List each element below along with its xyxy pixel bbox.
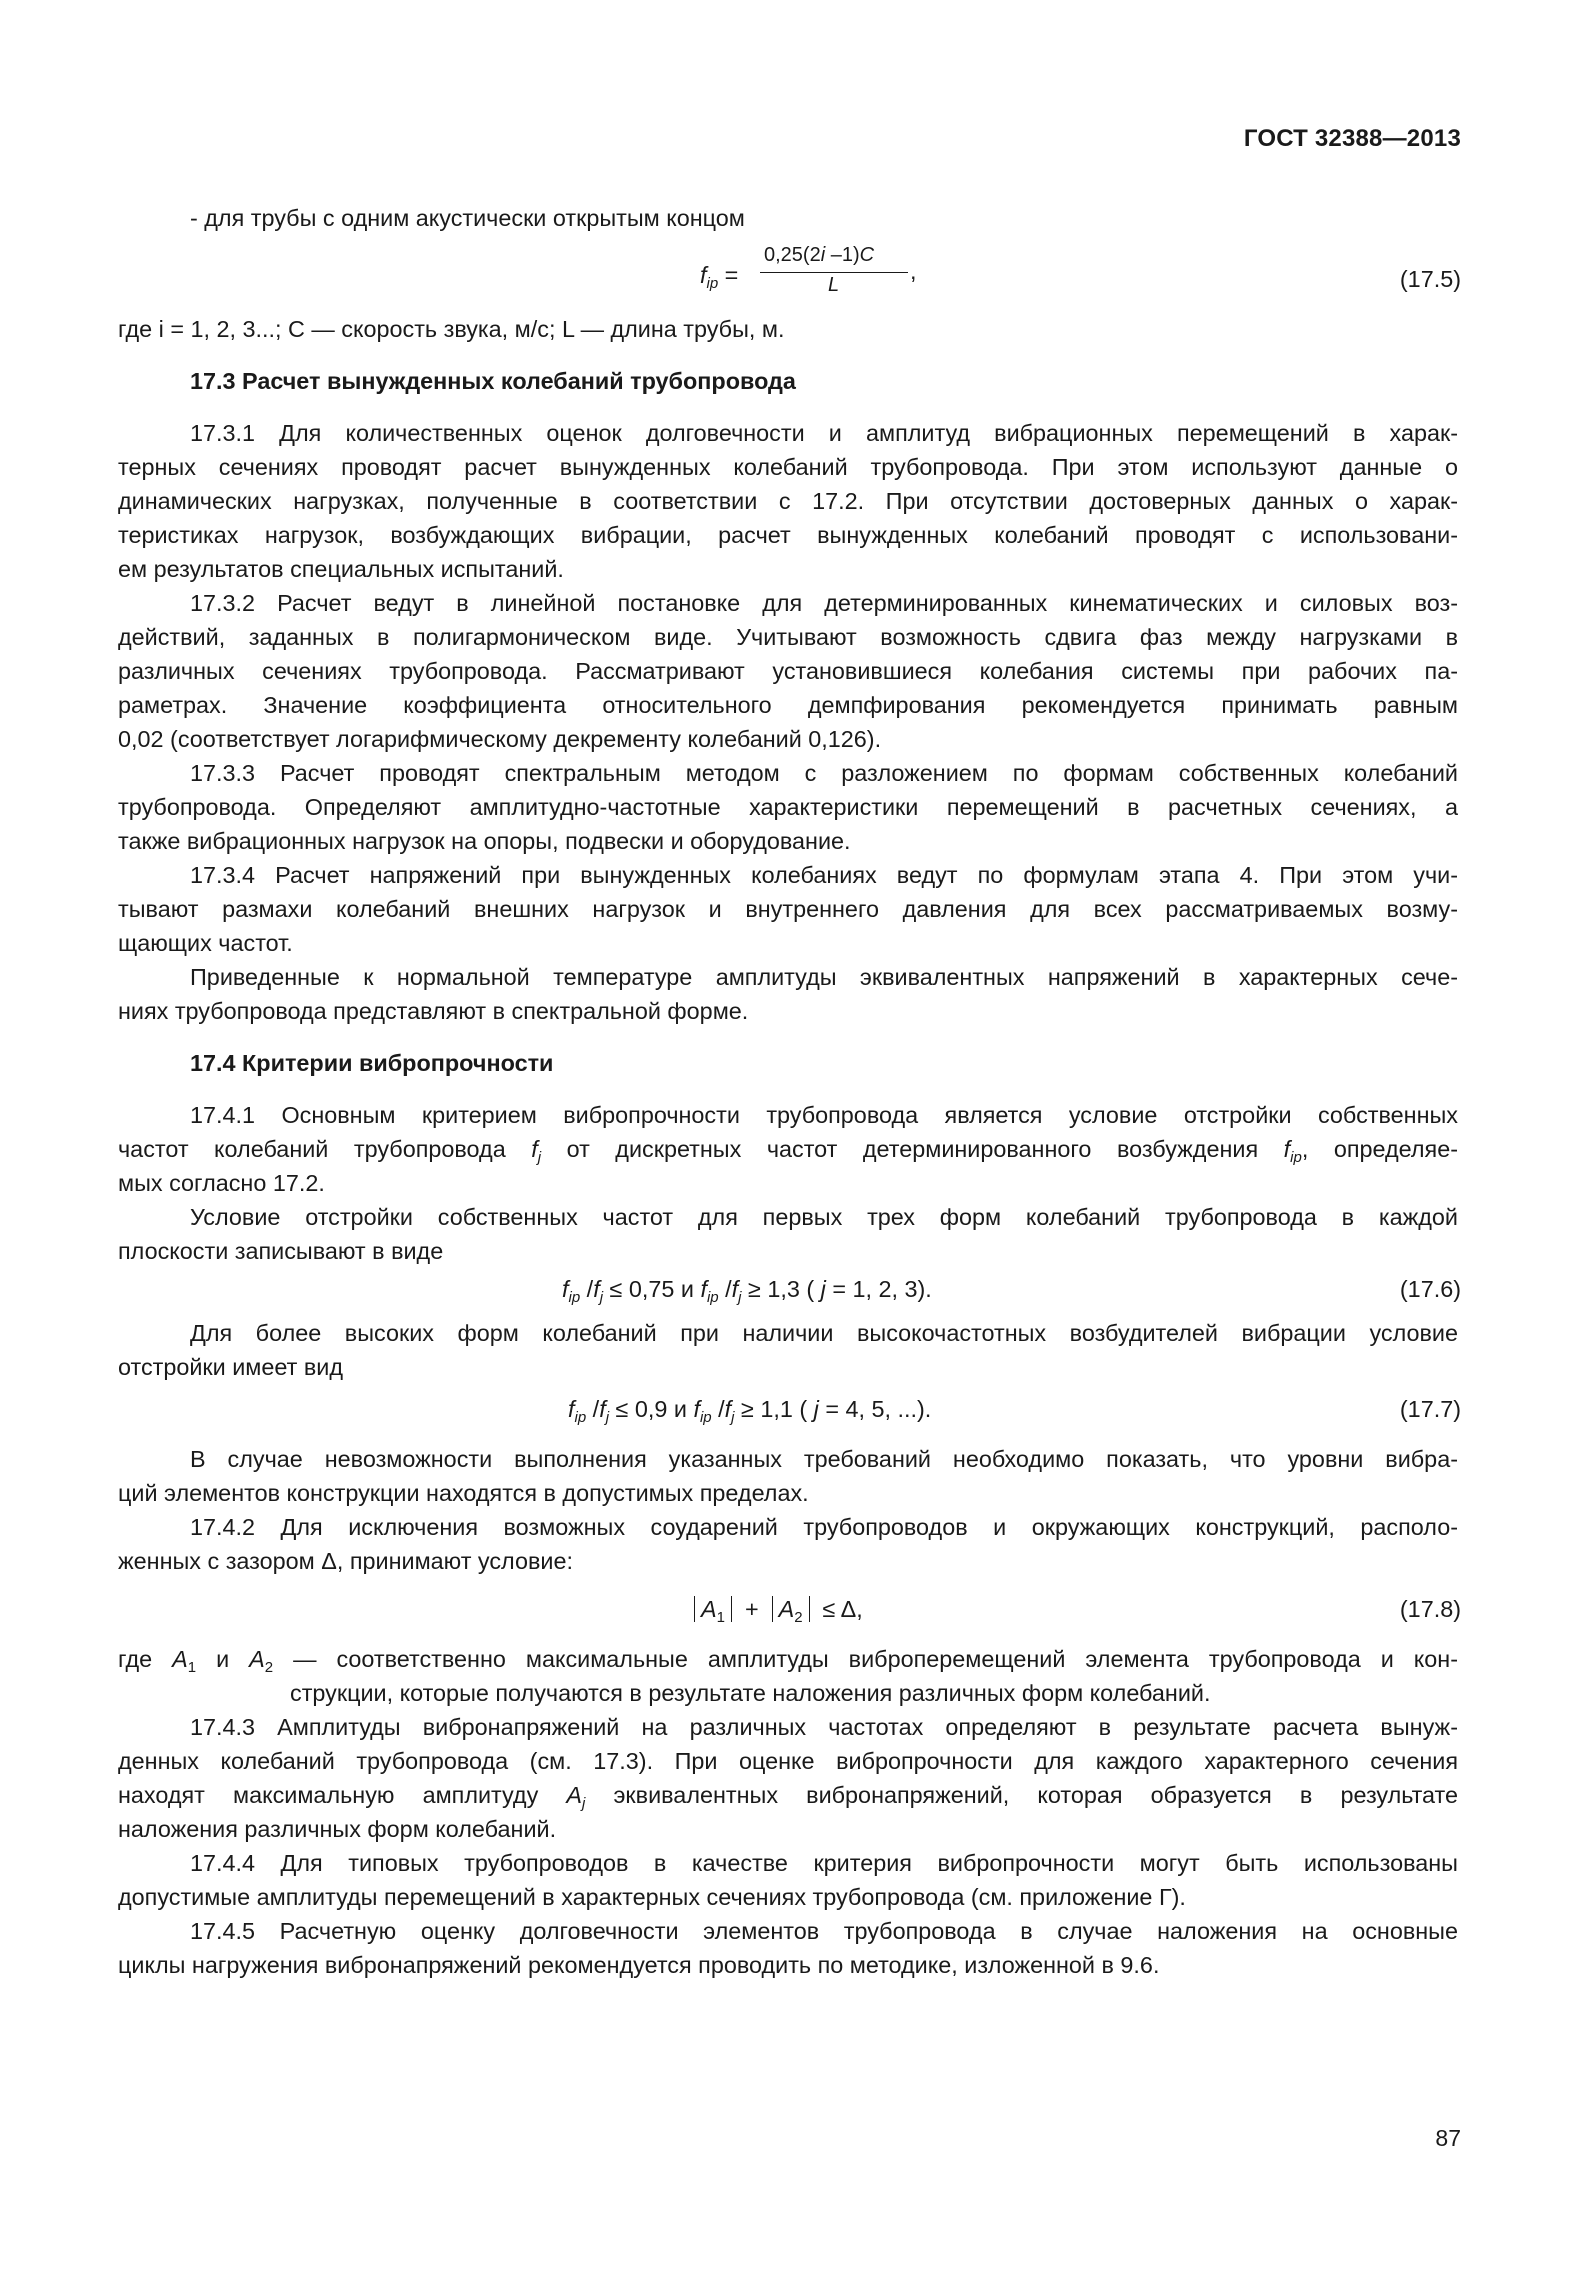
text-run: , определяе- — [1301, 1136, 1458, 1162]
page-number: 87 — [1435, 2125, 1461, 2151]
text-line: трубопровода. Определяют амплитудно-частотные характеристики перемещений в расчетных сечениях, а — [118, 794, 1458, 820]
text-line: динамических нагрузках, полученные в соответствии с 17.2. При отсутствии достоверных данных о харак- — [118, 488, 1458, 514]
formula-17-8: $A_1 + A_2 \le \Delta$, — [694, 1592, 863, 1626]
text-run: где — [118, 1646, 173, 1672]
text-run: — соответственно максимальные амплитуды виброперемещений элемента трубопровода и кон- — [273, 1646, 1458, 1672]
equation-number: (17.8) — [1399, 1596, 1461, 1622]
text-line: 17.4.4 Для типовых трубопроводов в качестве критерия вибропрочности могут быть использованы — [190, 1850, 1458, 1876]
formula-comma: , — [910, 258, 917, 284]
text-line: Приведенные к нормальной температуре амплитуды эквивалентных напряжений в характерных сече- — [190, 964, 1458, 990]
section-heading: 17.4 Критерии вибропрочности — [190, 1050, 554, 1076]
text-line: где i = 1, 2, 3...; C — скорость звука, м/с; L — длина трубы, м. — [118, 316, 785, 342]
text-line: Условие отстройки собственных частот для первых трех форм колебаний трубопровода в каждой — [190, 1204, 1458, 1230]
text-line: раметрах. Значение коэффициента относительного демпфирования рекомендуется принимать равным — [118, 692, 1458, 718]
text-line: циклы нагружения вибронапряжений рекомендуется проводить по методике, изложенной в 9.6. — [118, 1952, 1160, 1978]
text-line: Для более высоких форм колебаний при наличии высокочастотных возбудителей вибрации условие — [190, 1320, 1458, 1346]
text-line: 17.3.2 Расчет ведут в линейной постановке для детерминированных кинематических и силовых воз- — [190, 590, 1458, 616]
fraction-bar — [760, 272, 908, 273]
text-line: ем результатов специальных испытаний. — [118, 556, 564, 582]
text-line: 17.4.5 Расчетную оценку долговечности элементов трубопровода в случае наложения на основные — [190, 1918, 1458, 1944]
text-line: различных сечениях трубопровода. Рассматривают установившиеся колебания системы при рабочих па- — [118, 658, 1458, 684]
equation-number: (17.6) — [1399, 1276, 1461, 1302]
text-line: теристиках нагрузок, возбуждающих вибрации, расчет вынужденных колебаний проводят с использовани- — [118, 522, 1458, 548]
text-line: находят максимальную амплитуду $A_j$ эквивалентных вибронапряжений, которая образуется в результате — [118, 1782, 1458, 1812]
text-line: наложения различных форм колебаний. — [118, 1816, 557, 1842]
text-line: В случае невозможности выполнения указанных требований необходимо показать, что уровни вибра- — [190, 1446, 1458, 1472]
text-line: действий, заданных в полигармоническом виде. Учитывают возможность сдвига фаз между нагрузками в — [118, 624, 1458, 650]
text-line: плоскости записывают в виде — [118, 1238, 444, 1264]
text-line: 17.4.1 Основным критерием вибропрочности трубопровода является условие отстройки собственных — [190, 1102, 1458, 1128]
formula-numerator: 0,25(2i –1)C — [764, 244, 875, 266]
text-line: денных колебаний трубопровода (см. 17.3). При оценке вибропрочности для каждого характерного сечения — [118, 1748, 1458, 1774]
text-line: 17.3.4 Расчет напряжений при вынужденных колебаниях ведут по формулам этапа 4. При этом учи- — [190, 862, 1458, 888]
text-line: 17.4.3 Амплитуды вибронапряжений на различных частотах определяют в результате расчета вынуж- — [190, 1714, 1458, 1740]
formula-17-5 — [700, 244, 960, 314]
formula-denominator: L — [828, 274, 840, 296]
text-run: частот колебаний трубопровода — [118, 1136, 532, 1162]
text-line: 17.3.1 Для количественных оценок долговечности и амплитуд вибрационных перемещений в харак- — [190, 420, 1458, 446]
text-line: где $A_1$ и $A_2$ — соответственно максимальные амплитуды виброперемещений элемента трубопровода и кон- — [118, 1646, 1458, 1676]
text-line: 17.4.2 Для исключения возможных соударений трубопроводов и окружающих конструкций, располо- — [190, 1514, 1458, 1540]
text-line: также вибрационных нагрузок на опоры, подвески и оборудование. — [118, 828, 851, 854]
text-line: ций элементов конструкции находятся в допустимых пределах. — [118, 1480, 809, 1506]
text-line: щающих частот. — [118, 930, 293, 956]
formula-17-6: $f_{ip}$ $/f_j \le 0,75$ и $f_{ip}$ $/f_j \ge 1,3$ ( j = 1, 2, 3). — [562, 1276, 932, 1306]
text-run: находят максимальную амплитуду — [118, 1782, 567, 1808]
text-line: тывают размахи колебаний внешних нагрузок и внутреннего давления для всех рассматриваемых возму- — [118, 896, 1458, 922]
text-run: эквивалентных вибронапряжений, которая образуется в результате — [585, 1782, 1458, 1808]
formula-17-7: $f_{ip}$ $/f_j \le 0,9$ и $f_{ip}$ $/f_j \ge 1,1$ ( j = 4, 5, ...). — [568, 1396, 932, 1426]
text-line: - для трубы с одним акустически открытым концом — [190, 205, 745, 231]
formula-lhs: $f_{ip}$ = — [700, 262, 739, 292]
text-line: мых согласно 17.2. — [118, 1170, 325, 1196]
text-line: отстройки имеет вид — [118, 1354, 343, 1380]
text-line: допустимые амплитуды перемещений в характерных сечениях трубопровода (см. приложение Г). — [118, 1884, 1186, 1910]
text-line: 17.3.3 Расчет проводят спектральным методом с разложением по формам собственных колебаний — [190, 760, 1458, 786]
text-line: ниях трубопровода представляют в спектральной форме. — [118, 998, 749, 1024]
standard-header: ГОСТ 32388—2013 — [1243, 125, 1461, 152]
text-line: частот колебаний трубопровода $f_j$ от дискретных частот детерминированного возбуждения $f_{ip}$, определяе- — [118, 1136, 1458, 1166]
section-heading: 17.3 Расчет вынужденных колебаний трубопровода — [190, 368, 796, 394]
text-line: женных с зазором Δ, принимают условие: — [118, 1548, 573, 1574]
equation-number: (17.7) — [1399, 1396, 1461, 1422]
text-line: струкции, которые получаются в результате наложения различных форм колебаний. — [290, 1680, 1211, 1706]
text-line: 0,02 (соответствует логарифмическому декременту колебаний 0,126). — [118, 726, 882, 752]
text-run: от дискретных частот детерминированного возбуждения — [541, 1136, 1284, 1162]
text-line: терных сечениях проводят расчет вынужденных колебаний трубопровода. При этом используют данные о — [118, 454, 1458, 480]
equation-number: (17.5) — [1399, 266, 1461, 292]
